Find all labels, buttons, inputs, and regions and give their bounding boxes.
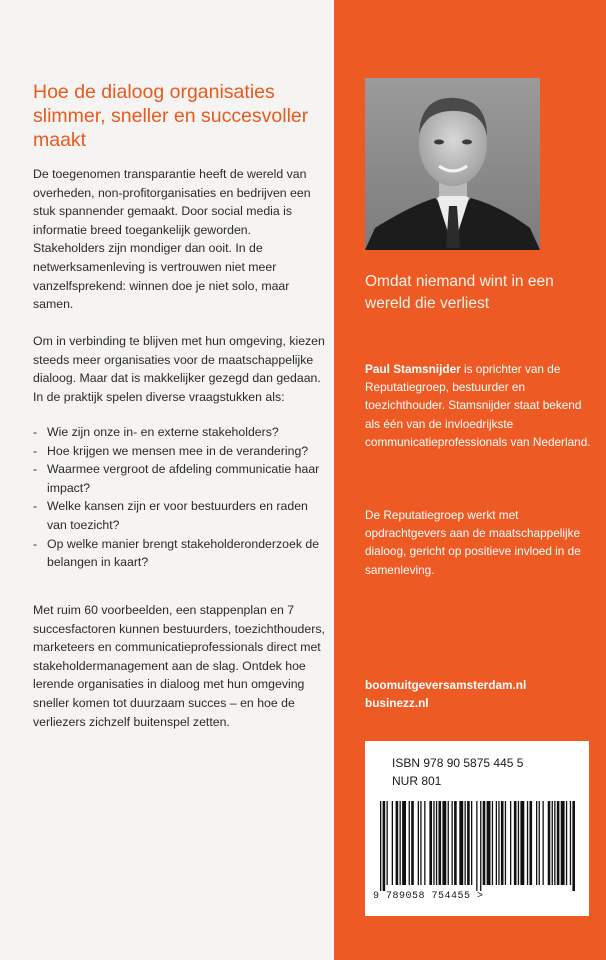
barcode-bar (505, 801, 506, 885)
barcode-bar (467, 801, 470, 885)
barcode-bar (520, 801, 524, 885)
list-item: - Wie zijn onze in- en externe stakeholders? (33, 423, 325, 442)
barcode-bar (439, 801, 442, 885)
author-bio (365, 360, 593, 451)
question-list (33, 423, 325, 572)
barcode-bar (433, 801, 434, 885)
dialogue-paragraph: Om in verbinding te blijven met hun omgeving, kiezen steeds meer organisaties voor de maatschappelijke dialoog. Maar dat is makkelijker gezegd dan gedaan. In de praktijk spelen diverse vraagstukken als: (33, 334, 325, 404)
list-item: - Waarmee vergroot de afdeling communicatie haar impact? (33, 460, 325, 497)
barcode-bar (442, 801, 446, 885)
barcode-bar (454, 801, 457, 885)
barcode-bar (480, 801, 481, 891)
barcode-bar (465, 801, 466, 885)
barcode-bar (487, 801, 491, 885)
barcode-bar (383, 801, 386, 891)
barcode-bar (572, 801, 575, 891)
publisher-text: De Reputatiegroep werkt met opdrachtgevers aan de maatschappelijke dialoog, gericht op positieve invloed in de samenleving. (365, 508, 581, 577)
closing-paragraph: Met ruim 60 voorbeelden, een stappenplan en 7 succesfactoren kunnen bestuurders, toezichthouders, marketeers en communicatieprofessionals direct met stakeholdermanagement aan de slag. Ontdek hoe lerende organisaties in dialoog met hun omgeving sneller komen tot duurzaam succes – en hoe de verliezers zichzelf buitenspel zetten. (33, 603, 325, 729)
barcode-bar (552, 801, 553, 885)
barcode-bar (452, 801, 453, 885)
barcode-bar (566, 801, 567, 885)
barcode-bar (536, 801, 537, 885)
barcode-bar (527, 801, 528, 885)
barcode-bar (514, 801, 517, 885)
barcode-bar (411, 801, 414, 885)
barcode-bar (557, 801, 560, 885)
list-item: - Welke kansen zijn er voor bestuurders en raden van toezicht? (33, 497, 325, 534)
barcode-bar (400, 801, 401, 885)
nur-code: NUR 801 (392, 774, 442, 788)
barcode-bar (570, 801, 571, 885)
barcode-bar (420, 801, 421, 885)
barcode-bar (409, 801, 410, 885)
list-item: - Op welke manier brengt stakeholderonderzoek de belangen in kaart? (33, 535, 325, 572)
tagline: Omdat niemand wint in een wereld die verliest (365, 273, 554, 312)
barcode-bar (380, 801, 381, 891)
barcode-box (365, 741, 589, 916)
barcode-bar (510, 801, 511, 885)
barcode-bar (518, 801, 519, 885)
barcode-bar (492, 801, 493, 885)
publisher-link[interactable]: boomuitgeversamsterdam.nl (365, 678, 527, 692)
author-photo (365, 78, 540, 250)
barcode-bar (501, 801, 504, 885)
isbn-number: ISBN 978 90 5875 445 5 (392, 756, 524, 770)
barcode-bar (530, 801, 533, 885)
barcode-bar (387, 801, 388, 885)
barcode-bar (543, 801, 544, 885)
imprint-link[interactable]: businezz.nl (365, 696, 429, 711)
barcode-bar (396, 801, 399, 885)
barcode-bar (548, 801, 551, 885)
barcode-bar (402, 801, 406, 885)
barcode-bar (554, 801, 555, 885)
barcode-bar (429, 801, 432, 885)
back-cover-headline: Hoe de dialoog organisaties slimmer, sneller en succesvoller maakt (33, 81, 309, 151)
barcode-bar (539, 801, 540, 885)
barcode-digits: 9 789058 754455 > (373, 891, 484, 902)
barcode-bar (471, 801, 472, 885)
barcode-bar (448, 801, 449, 885)
barcode-bar (476, 801, 477, 891)
barcode-bar (392, 801, 393, 885)
barcode-bar (459, 801, 463, 885)
website-links (365, 676, 593, 712)
intro-paragraph: De toegenomen transparantie heeft de wereld van overheden, non-profitorganisaties en bedrijven een stuk spannender gemaakt. Door social media is informatie breed toegankelijk geworden. Stakeholders zijn mondiger dan ooit. In de netwerksamenleving is vertrouwen niet meer vanzelfsprekend: winnen doe je niet solo, maar samen. (33, 167, 311, 312)
barcode-bar (418, 801, 419, 885)
barcode-bar (496, 801, 497, 885)
barcode-bar (561, 801, 565, 885)
barcode-bar (498, 801, 499, 885)
barcode-bar (436, 801, 437, 885)
barcode (380, 801, 576, 891)
author-bio-text: is oprichter van de Reputatiegroep, bestuurder en toezichthouder. Stamsnijder staat bekend als één van de invloedrijkste communicatieprofessionals van Nederland. (365, 362, 591, 449)
barcode-bar (483, 801, 486, 885)
barcode-bar (424, 801, 425, 885)
list-item: - Hoe krijgen we mensen mee in de verandering? (33, 442, 325, 461)
author-name: Paul Stamsnijder (365, 362, 461, 376)
